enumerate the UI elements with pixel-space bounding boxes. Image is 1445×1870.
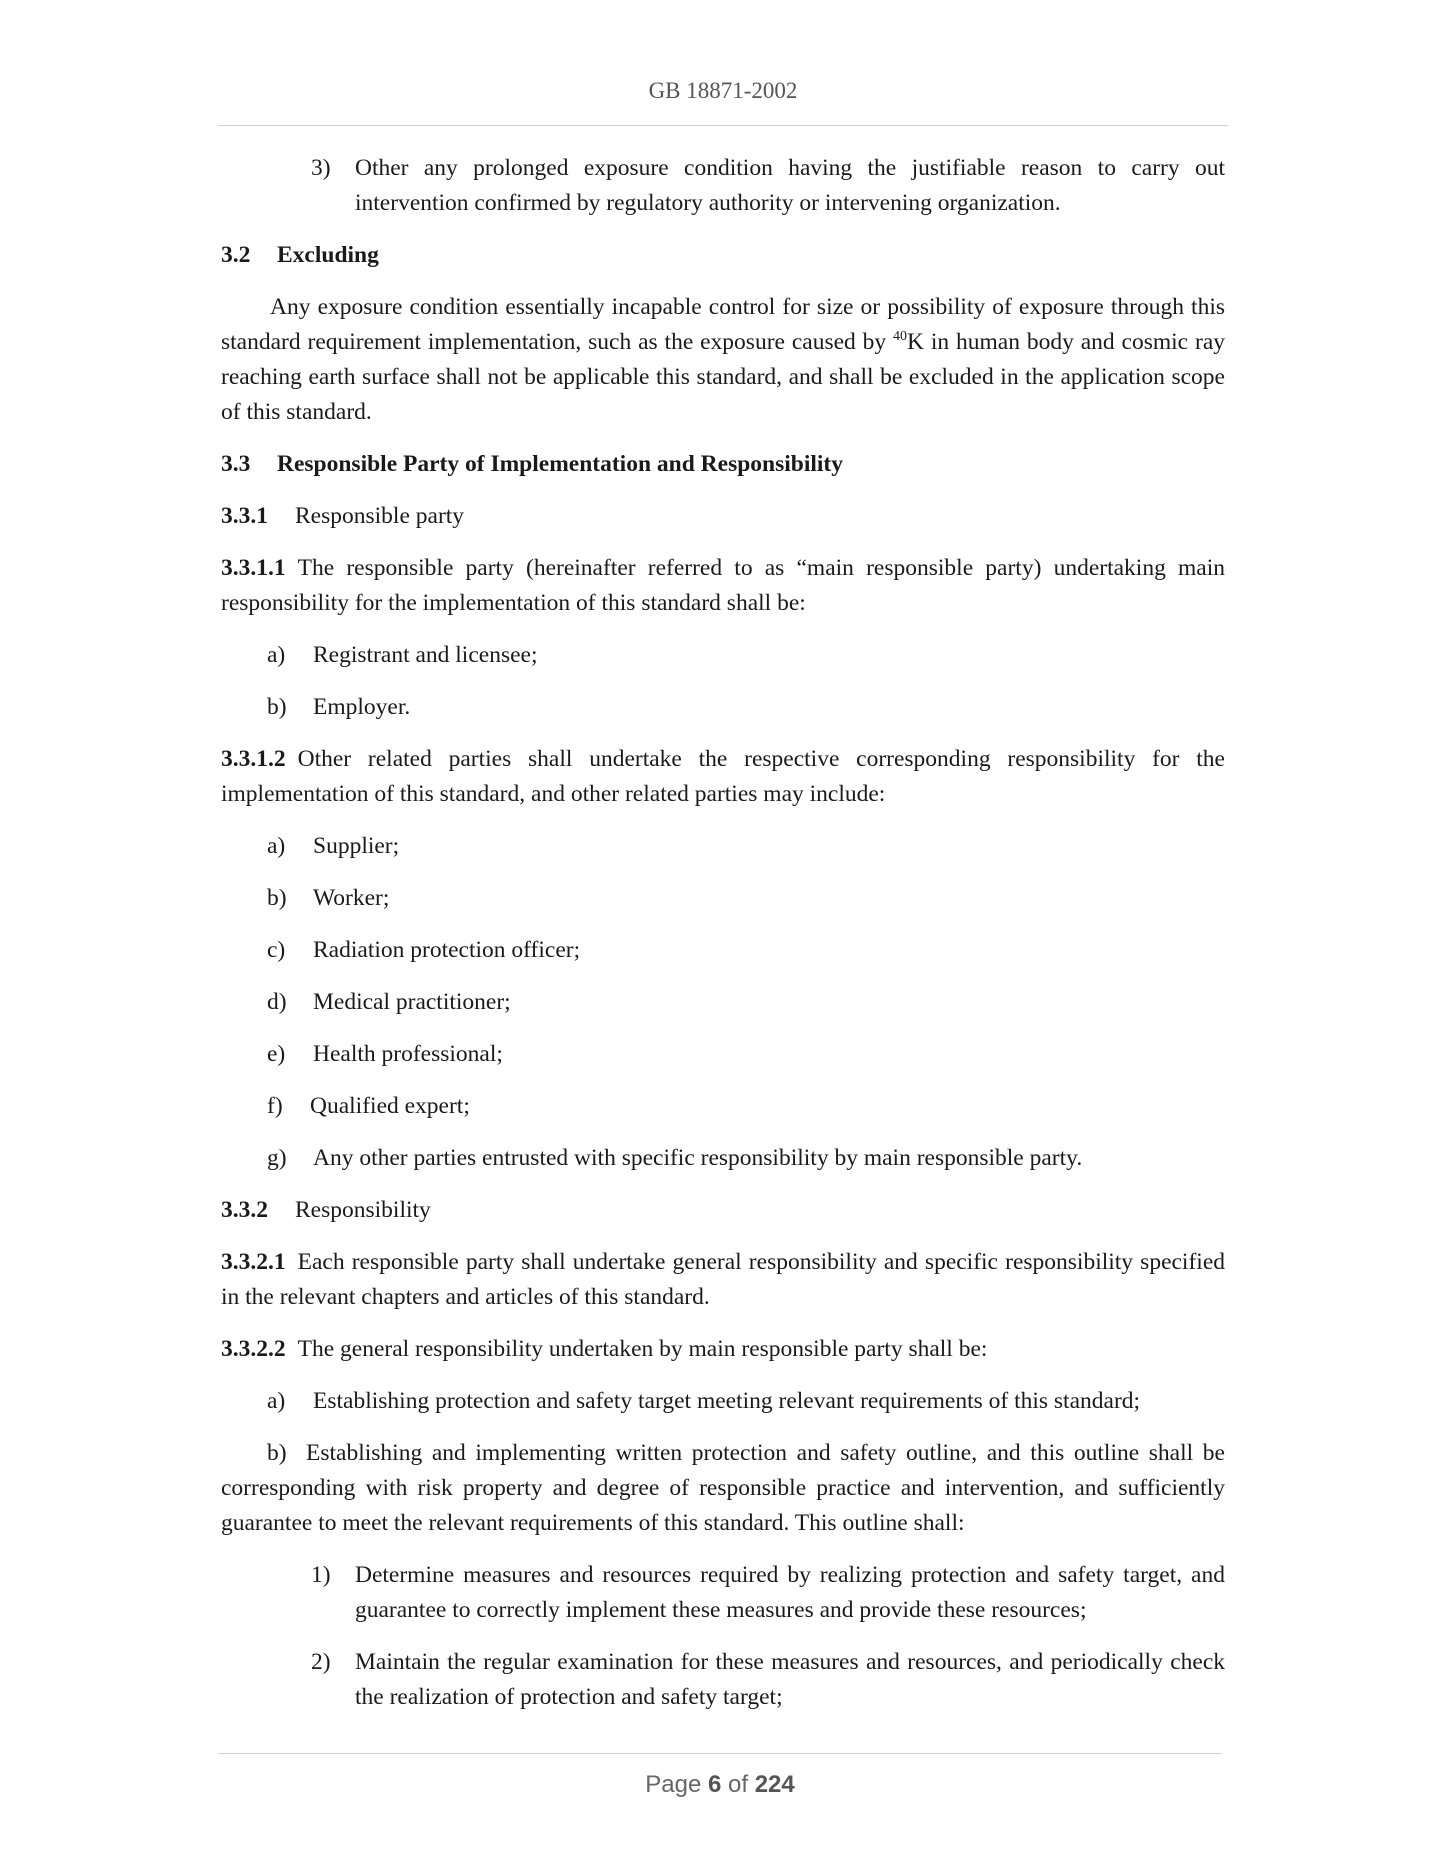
sub-item-1 xyxy=(221,1558,1225,1628)
section-title: Responsibility xyxy=(295,1197,431,1223)
section-heading-3-3 xyxy=(221,447,1225,482)
list-label: b) xyxy=(267,885,287,911)
list-text: Establishing protection and safety target meeting relevant requirements of this standard; xyxy=(313,1388,1141,1414)
page-body xyxy=(221,151,1225,1715)
page-number-footer xyxy=(218,1771,1222,1799)
clause-text: Other related parties shall undertake the respective corresponding responsibility for the implementation of this standard, and other related parties may include: xyxy=(221,746,1225,807)
list-label: f) xyxy=(267,1093,283,1119)
list-label: b) xyxy=(267,694,287,720)
clause-text: Each responsible party shall undertake general responsibility and specific responsibility specified in the relevant chapters and articles of this standard. xyxy=(221,1249,1225,1310)
section-number: 3.3.2 xyxy=(221,1197,268,1223)
list-label: 2) xyxy=(311,1649,331,1675)
clause-number: 3.3.2.2 xyxy=(221,1336,286,1362)
list-item-b xyxy=(221,881,1225,916)
document-code-header: GB 18871-2002 xyxy=(648,78,798,103)
paragraph-text-part1: Any exposure condition essentially incapable control for size or possibility of exposure through this standard requirement implementation, such as the exposure caused by xyxy=(221,294,1225,355)
isotope-superscript: 40 xyxy=(893,329,908,345)
section-number: 3.3.1 xyxy=(221,503,268,529)
paragraph-text-part2: K in human body and cosmic ray reaching earth surface shall not be applicable this standard, and shall be excluded in the application scope of this standard. xyxy=(221,329,1225,425)
clause-text: The general responsibility undertaken by main responsible party shall be: xyxy=(297,1336,988,1362)
clause-text: The responsible party (hereinafter referred to as “main responsible party) undertaking main responsibility for the implementation of this standard shall be: xyxy=(221,555,1225,616)
footer-divider xyxy=(218,1753,1222,1754)
list-text: Maintain the regular examination for these measures and resources, and periodically check the realization of protection and safety target; xyxy=(355,1649,1225,1710)
list-item-a xyxy=(221,638,1225,673)
sub-item-2 xyxy=(221,1645,1225,1715)
header-divider xyxy=(218,125,1228,126)
list-label: b) xyxy=(267,1440,287,1466)
clause-3-3-1-1 xyxy=(221,551,1225,621)
list-label: 3) xyxy=(311,155,331,181)
list-text: Health professional; xyxy=(313,1041,503,1067)
list-text: Registrant and licensee; xyxy=(313,642,538,668)
current-page-number: 6 xyxy=(707,1771,722,1798)
section-heading-3-2 xyxy=(221,238,1225,273)
excluding-paragraph xyxy=(221,290,1225,430)
list-text: Worker; xyxy=(313,885,390,911)
list-item-a xyxy=(221,829,1225,864)
list-item-c xyxy=(221,933,1225,968)
list-text: Qualified expert; xyxy=(310,1093,470,1119)
list-text: Determine measures and resources required by realizing protection and safety target, and guarantee to correctly implement these measures and provide these resources; xyxy=(355,1562,1225,1623)
list-text: Radiation protection officer; xyxy=(313,937,581,963)
section-title: Responsible Party of Implementation and Responsibility xyxy=(277,451,844,477)
list-item-f xyxy=(221,1089,1225,1124)
list-text: Any other parties entrusted with specific responsibility by main responsible party. xyxy=(313,1145,1083,1171)
list-label: g) xyxy=(267,1145,287,1171)
section-number: 3.3 xyxy=(221,451,251,477)
total-page-count: 224 xyxy=(754,1771,795,1798)
list-label: e) xyxy=(267,1041,286,1067)
list-label: a) xyxy=(267,833,286,859)
list-text: Supplier; xyxy=(313,833,400,859)
list-item-d xyxy=(221,985,1225,1020)
clause-3-3-2-2 xyxy=(221,1332,1225,1367)
section-title: Excluding xyxy=(277,242,379,268)
list-label: d) xyxy=(267,989,287,1015)
section-number: 3.2 xyxy=(221,242,251,268)
list-label: a) xyxy=(267,642,286,668)
list-text: Medical practitioner; xyxy=(313,989,511,1015)
list-text: Establishing and implementing written protection and safety outline, and this outline shall be corresponding with risk property and degree of responsible practice and intervention, and sufficiently guarantee to meet the relevant requirements of this standard. This outline shall: xyxy=(221,1440,1225,1536)
list-text: Other any prolonged exposure condition having the justifiable reason to carry out intervention confirmed by regulatory authority or intervening organization. xyxy=(355,155,1225,216)
section-heading-3-3-2 xyxy=(221,1193,1225,1228)
list-item-e xyxy=(221,1037,1225,1072)
list-label: 1) xyxy=(311,1562,331,1588)
of-word: of xyxy=(728,1771,749,1798)
clause-3-3-1-2 xyxy=(221,742,1225,812)
list-item-b-paragraph xyxy=(221,1436,1225,1541)
clause-number: 3.3.2.1 xyxy=(221,1249,286,1275)
clause-3-3-2-1 xyxy=(221,1245,1225,1315)
page-word: Page xyxy=(645,1771,702,1798)
list-item-a xyxy=(221,1384,1225,1419)
clause-number: 3.3.1.1 xyxy=(221,555,286,581)
list-text: Employer. xyxy=(313,694,411,720)
section-heading-3-3-1 xyxy=(221,499,1225,534)
section-title: Responsible party xyxy=(295,503,465,529)
list-item-3 xyxy=(221,151,1225,221)
list-label: a) xyxy=(267,1388,286,1414)
list-item-b xyxy=(221,690,1225,725)
list-item-g xyxy=(221,1141,1225,1176)
clause-number: 3.3.1.2 xyxy=(221,746,286,772)
list-label: c) xyxy=(267,937,286,963)
